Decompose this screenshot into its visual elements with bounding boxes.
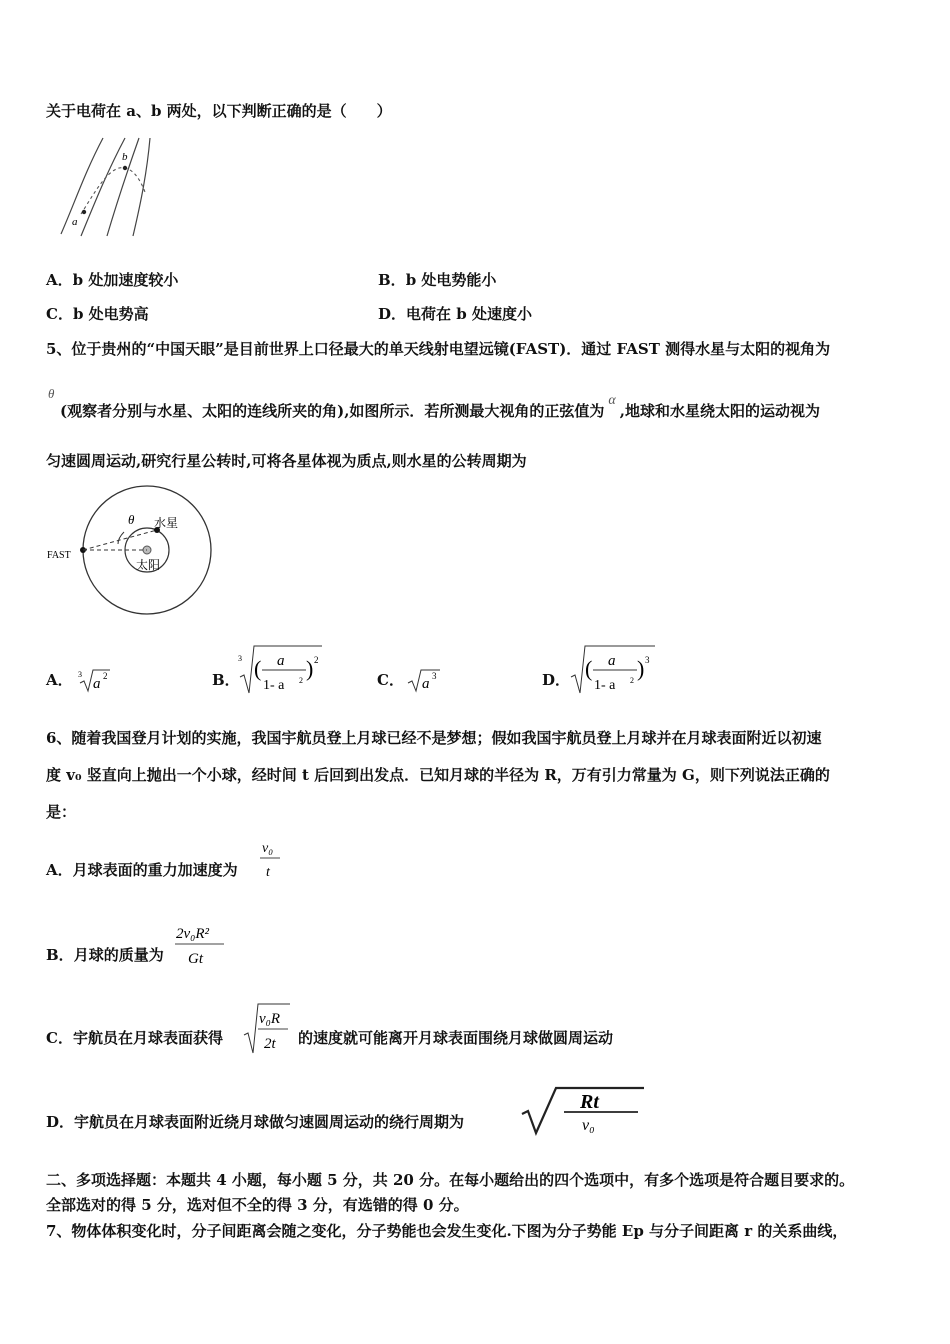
svg-text:): ) xyxy=(637,656,645,681)
q6-line3: 是： xyxy=(46,803,77,821)
q4-stem: 关于电荷在 a、b 两处，以下判断正确的是（ ） xyxy=(46,102,392,120)
svg-text:a: a xyxy=(608,653,616,669)
field-line-1 xyxy=(61,138,103,234)
svg-text:2: 2 xyxy=(630,676,634,685)
q4-option-b[interactable]: B．b 处电势能小 xyxy=(378,271,497,289)
section2-line2: 全部选对的得 5 分，选对但不全的得 3 分，有选错的得 0 分。 xyxy=(46,1196,469,1214)
q4-option-d[interactable]: D．电荷在 b 处速度小 xyxy=(378,305,532,323)
q6-option-c-tail: 的速度就可能离开月球表面围绕月球做圆周运动 xyxy=(298,1029,614,1047)
svg-text:v₀: v₀ xyxy=(262,841,274,856)
svg-text:v₀: v₀ xyxy=(582,1117,595,1134)
q6-option-b[interactable]: B．月球的质量为 xyxy=(46,946,164,964)
section2-line1: 二、多项选择题：本题共 4 小题，每小题 5 分，共 20 分。在每小题给出的四个选项中，有多个选项是符合题目要求的。 xyxy=(46,1171,855,1189)
fig-theta: θ xyxy=(128,512,135,527)
q6-option-b-math xyxy=(174,920,230,974)
svg-text:): ) xyxy=(306,656,314,681)
q6-option-a-math xyxy=(258,836,288,886)
q6-option-a[interactable]: A．月球表面的重力加速度为 xyxy=(46,861,238,879)
field-line-2 xyxy=(81,138,125,236)
q5-line3: 匀速圆周运动,研究行星公转时,可将各星体视为质点,则水星的公转周期为 xyxy=(46,452,527,470)
svg-text:2: 2 xyxy=(314,655,319,665)
q6-option-d-math xyxy=(520,1084,648,1140)
svg-text:a: a xyxy=(422,676,430,692)
q5-orbit-figure xyxy=(44,484,224,618)
point-a xyxy=(82,210,86,214)
svg-text:a: a xyxy=(277,653,285,669)
svg-text:2: 2 xyxy=(103,671,108,681)
fig-mercury-label: 水星 xyxy=(154,516,179,530)
q5-option-c[interactable]: C． xyxy=(377,671,404,689)
svg-text:3: 3 xyxy=(432,671,437,681)
svg-text:1- a: 1- a xyxy=(263,678,285,693)
q6-line1: 6、随着我国登月计划的实施，我国宇航员登上月球已经不是梦想；假如我国宇航员登上月球并在月球表面附近以初速 xyxy=(46,729,822,747)
q5-option-b-math xyxy=(236,643,326,701)
q6-option-d[interactable]: D．宇航员在月球表面附近绕月球做匀速圆周运动的绕行周期为 xyxy=(46,1113,465,1131)
q7-line1: 7、物体体积变化时，分子间距离会随之变化，分子势能也会发生变化.下图为分子势能 Ep 与分子间距离 r 的关系曲线， xyxy=(46,1222,848,1240)
point-b xyxy=(123,166,127,170)
q4-option-c[interactable]: C．b 处电势高 xyxy=(46,305,149,323)
q5-option-a[interactable]: A． xyxy=(46,671,73,689)
svg-text:(: ( xyxy=(254,656,262,681)
svg-text:Rt: Rt xyxy=(580,1091,599,1113)
svg-text:v₀R: v₀R xyxy=(259,1011,281,1027)
svg-text:t: t xyxy=(266,865,270,880)
q6-option-c[interactable]: C．宇航员在月球表面获得 xyxy=(46,1029,223,1047)
field-line-4 xyxy=(133,138,150,236)
svg-text:a: a xyxy=(93,676,101,692)
q4-option-a[interactable]: A．b 处加速度较小 xyxy=(46,271,179,289)
q5-line1: 5、位于贵州的“中国天眼”是目前世界上口径最大的单天线射电望远镜(FAST)．通过 FAST 测得水星与太阳的视角为 xyxy=(46,340,831,358)
fig-fast-label: FAST xyxy=(47,550,71,561)
svg-text:1- a: 1- a xyxy=(594,678,616,693)
q5-theta-symbol: θ xyxy=(48,386,55,401)
svg-text:Gt: Gt xyxy=(188,951,203,967)
trajectory-dashed xyxy=(81,168,145,214)
q5-option-d-math xyxy=(567,643,659,701)
q6-line2: 度 v₀ 竖直向上抛出一个小球，经时间 t 后回到出发点．已知月球的半径为 R，万有引力常量为 G，则下列说法正确的 xyxy=(46,766,830,784)
label-b: b xyxy=(122,151,128,163)
q5-option-d[interactable]: D． xyxy=(542,671,571,689)
label-a: a xyxy=(72,216,78,228)
q5-option-b[interactable]: B． xyxy=(212,671,240,689)
svg-text:3: 3 xyxy=(645,655,650,665)
q5-option-c-math xyxy=(404,664,444,698)
angle-arc xyxy=(118,532,124,544)
svg-text:3: 3 xyxy=(78,670,82,679)
q6-option-c-math xyxy=(242,1001,292,1061)
svg-text:2: 2 xyxy=(299,676,303,685)
svg-text:3: 3 xyxy=(238,654,242,663)
fig-sun-label: 太阳 xyxy=(136,558,161,572)
svg-text:2v₀R²: 2v₀R² xyxy=(176,926,210,942)
q5-line2: (观察者分别与水星、太阳的连线所夹的角),如图所示．若所测最大视角的正弦值为α,地球和水星绕太阳的运动视为 xyxy=(60,393,821,420)
svg-text:(: ( xyxy=(585,656,593,681)
q4-field-figure xyxy=(55,132,165,240)
svg-text:2t: 2t xyxy=(264,1036,276,1052)
q5-option-a-math xyxy=(76,664,116,698)
